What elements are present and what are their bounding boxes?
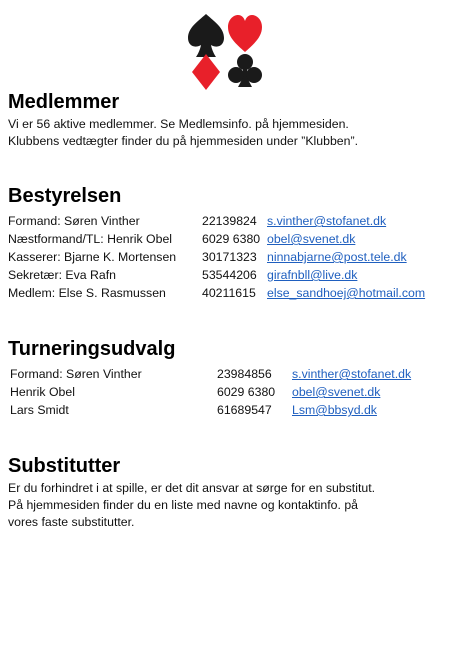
member-role: Kasserer: Bjarne K. Mortensen	[8, 250, 177, 264]
diamond-icon	[192, 54, 220, 90]
member-phone: 30171323	[202, 250, 257, 264]
member-phone: 23984856	[217, 367, 272, 381]
table-row	[8, 248, 425, 266]
table-row	[8, 266, 425, 284]
tournament-table	[10, 365, 411, 419]
table-row	[8, 230, 425, 248]
club-icon	[228, 54, 262, 87]
member-phone: 40211615	[202, 286, 256, 300]
members-line: Klubbens vedtægter finder du på hjemmesiden under ”Klubben”.	[8, 134, 358, 148]
email-link[interactable]: else_sandhoej@hotmail.com	[267, 286, 426, 300]
substitutes-line: vores faste substitutter.	[8, 515, 135, 529]
member-role: Sekretær: Eva Rafn	[8, 268, 116, 282]
members-heading: Medlemmer	[8, 91, 120, 113]
member-role: Lars Smidt	[10, 403, 69, 417]
member-role: Formand: Søren Vinther	[10, 367, 142, 381]
email-link[interactable]: obel@svenet.dk	[292, 385, 381, 399]
member-role: Medlem: Else S. Rasmussen	[8, 286, 166, 300]
members-text	[8, 116, 448, 150]
members-line: Vi er 56 aktive medlemmer. Se Medlemsinfo. på hjemmesiden.	[8, 117, 349, 131]
email-link[interactable]: girafnbll@live.dk	[267, 268, 358, 282]
tournament-heading: Turneringsudvalg	[8, 338, 176, 360]
member-role: Næstformand/TL: Henrik Obel	[8, 232, 173, 246]
email-link[interactable]: obel@svenet.dk	[267, 232, 356, 246]
member-phone: 53544206	[202, 268, 257, 282]
member-phone: 22139824	[202, 214, 257, 228]
heart-icon	[228, 15, 262, 52]
spade-icon	[188, 14, 224, 57]
card-suits-logo	[188, 12, 264, 92]
substitutes-heading: Substitutter	[8, 455, 121, 477]
member-role: Henrik Obel	[10, 385, 75, 399]
email-link[interactable]: s.vinther@stofanet.dk	[267, 214, 387, 228]
board-table	[8, 212, 425, 302]
email-link[interactable]: Lsm@bbsyd.dk	[292, 403, 377, 417]
email-link[interactable]: ninnabjarne@post.tele.dk	[267, 250, 407, 264]
member-phone: 6029 6380	[202, 232, 261, 246]
board-heading: Bestyrelsen	[8, 185, 122, 207]
member-phone: 61689547	[217, 403, 272, 417]
table-row	[10, 365, 411, 383]
substitutes-line: Er du forhindret i at spille, er det dit ansvar at sørge for en substitut.	[8, 481, 376, 495]
member-phone: 6029 6380	[217, 385, 276, 399]
table-row	[8, 284, 425, 302]
table-row	[8, 212, 425, 230]
member-role: Formand: Søren Vinther	[8, 214, 140, 228]
substitutes-line: På hjemmesiden finder du en liste med navne og kontaktinfo. på	[8, 498, 358, 512]
table-row	[10, 401, 411, 419]
substitutes-text	[8, 480, 448, 531]
email-link[interactable]: s.vinther@stofanet.dk	[292, 367, 412, 381]
table-row	[10, 383, 411, 401]
